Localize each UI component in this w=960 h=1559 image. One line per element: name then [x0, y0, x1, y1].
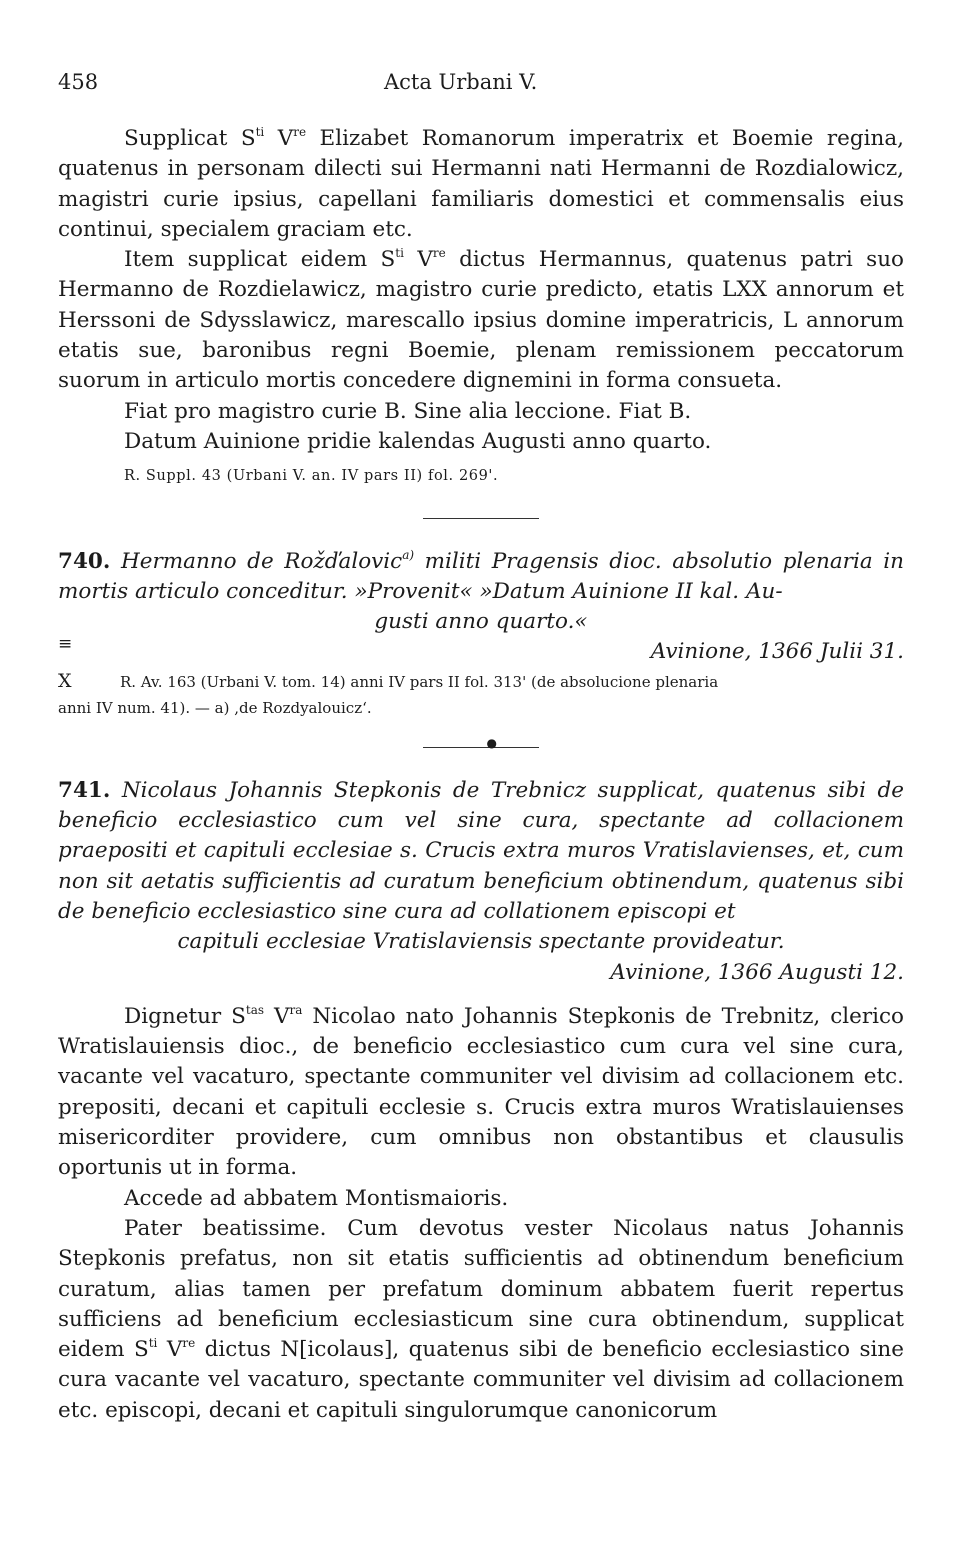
datum-line: Datum Auinione pridie kalendas Augusti anno quarto.: [124, 428, 712, 454]
superscript: ti: [255, 125, 265, 139]
text-span: Pater beatissime. Cum devotus vester Nicolaus natus Johannis Stepkonis prefatus, non sit etatis sufficientis ad obtinendum beneficium curatum, alias tamen per prefatum dominum abbatem fuerit repertus sufficiens ad beneficium ecclesiasticum sine cura obtinendum, supplicat eidem S: [58, 1215, 904, 1363]
supplication-paragraph-3: [58, 1002, 904, 1184]
text-span: Supplicat S: [124, 126, 256, 151]
reference-text: R. Av. 163 (Urbani V. tom. 14) anni IV pars II fol. 313' (de absolucione plenaria: [120, 672, 719, 691]
text-span: V: [157, 1337, 183, 1363]
fiat-line: Fiat pro magistro curie B. Sine alia leccione. Fiat B.: [124, 398, 692, 424]
entry-summary: militi Pragensis dioc. absolutio plenaria in mortis articulo conceditur. »Provenit« »Datum Auinione II kal. Au-: [58, 548, 904, 604]
page-number: 458: [58, 70, 99, 94]
supplication-paragraph-2: [58, 245, 904, 396]
footnote-marker: a): [402, 547, 415, 562]
running-title: Acta Urbani V.: [384, 70, 538, 94]
text-span: V: [403, 247, 433, 273]
entry-740-summary: [58, 547, 904, 638]
entry-741-summary: [58, 776, 904, 988]
entry-summary: Nicolaus Johannis Stepkonis de Trebnicz supplicat, quatenus sibi de beneficio ecclesiastico cum vel sine cura, spectante ad collacionem praepositi et capituli ecclesiae s. Crucis extra muros Vratislavienses, et, cum non sit aetatis sufficientis ad curatum beneficium obtinendum, quatenus sibi de beneficio ecclesiastico sine cura ad collationem episcopi et: [58, 777, 904, 924]
section-divider: [423, 518, 539, 519]
text-span: Elizabet Romanorum imperatrix et Boemie regina, quatenus in personam dilecti sui Hermanni nati Hermanni de Rozdialowicz, magistri curie ipsius, capellani familiaris domestici et commensalis eius continui, specialem graciam etc.: [58, 126, 904, 242]
superscript: ti: [148, 1336, 158, 1351]
entry-number: 740.: [58, 548, 111, 574]
entry-name: Hermanno de Rožďalovic: [120, 548, 403, 574]
superscript: re: [432, 246, 446, 261]
superscript: ti: [395, 246, 404, 261]
superscript: re: [293, 125, 307, 139]
page-body: [58, 124, 904, 1426]
text-span: Dignetur S: [124, 1003, 246, 1029]
reference-text-end: anni IV num. 41). — a) ,de Rozdyalouicz‘.: [58, 698, 372, 717]
entry-740-reference: [58, 668, 904, 721]
entry-summary-end: gusti anno quarto.«: [374, 609, 588, 635]
supplication-paragraph-1: [58, 124, 904, 245]
entry-740-place-row: [58, 634, 904, 667]
text-span: dictus N[icolaus], quatenus sibi de beneficio ecclesiastico sine cura vacante vel vacaturo, spectante communiter vel divisim ad collacionem etc. episcopi, decani et capituli singulorumque canonicorum: [58, 1337, 904, 1423]
entry-summary-end: capituli ecclesiae Vratislaviensis spectante provideatur.: [177, 929, 785, 955]
cross-mark-icon: X: [58, 669, 72, 692]
place-date: Avinione, 1366 Julii 31.: [650, 639, 904, 665]
triple-bar-mark-icon: ≡: [58, 634, 73, 655]
text-span: Item supplicat eidem S: [124, 247, 396, 273]
place-date: Avinione, 1366 Augusti 12.: [610, 959, 904, 985]
section-divider: [423, 735, 539, 750]
superscript: ra: [289, 1002, 303, 1017]
text-span: Nicolao nato Johannis Stepkonis de Trebnitz, clerico Wratislauiensis dioc., de beneficio ecclesiastico cum cura vel sine cura, vacante vel vacaturo, spectante communiter vel divisim ad collacionem etc. prepositi, decani et capituli ecclesie s. Crucis extra muros Wratislauienses misericorditer providere, cum omnibus non obstantibus et clausulis oportunis ut in forma.: [58, 1003, 904, 1181]
superscript: tas: [245, 1002, 265, 1017]
text-span: V: [264, 1003, 290, 1029]
accede-line: Accede ad abbatem Montismaioris.: [124, 1185, 509, 1211]
supplication-paragraph-4: [58, 1214, 904, 1426]
entry-number: 741.: [58, 777, 111, 803]
text-span: dictus Hermannus, quatenus patri suo Hermanno de Rozdielawicz, magistro curie predicto, etatis LXX annorum et Herssoni de Sdysslawicz, marescallo ipsius domine imperatricis, L annorum etatis sue, baronibus regni Boemie, plenam remissionem peccatorum suorum in articulo mortis concedere dignemini in forma consueta.: [58, 247, 904, 394]
ink-dot: ●: [486, 735, 497, 750]
superscript: re: [182, 1336, 196, 1351]
archive-reference: R. Suppl. 43 (Urbani V. an. IV pars II) fol. 269'.: [124, 468, 499, 485]
text-span: V: [264, 126, 294, 151]
page-header: [58, 70, 902, 104]
